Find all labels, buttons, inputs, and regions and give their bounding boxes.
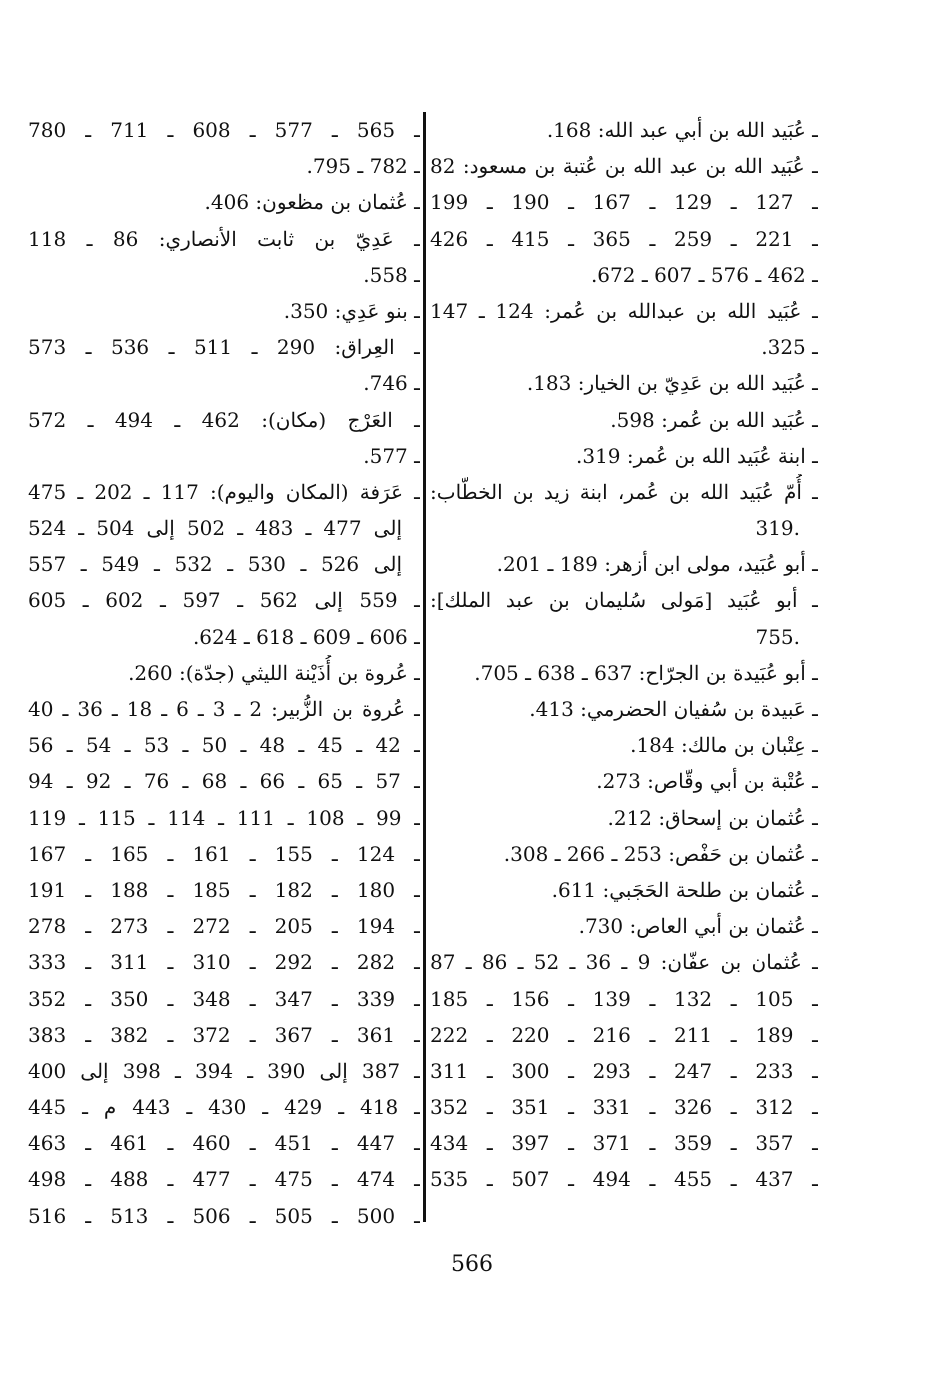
index-entry-line: ـ 746. (363, 371, 420, 396)
index-entry-line: ـ 312 ـ 326 ـ 331 ـ 351 ـ 352 (430, 1095, 818, 1120)
index-entry-line: ـ 105 ـ 132 ـ 139 ـ 156 ـ 185 (430, 986, 818, 1011)
index-entry-line: ـ عِتْبان بن مالك: 184. (630, 733, 818, 758)
index-entry-line: ـ أُمّ عُبَيد الله بن عُمر، ابنة زيد بن الخطّاب: (430, 479, 818, 504)
index-entry-line: ـ 577. (363, 443, 420, 468)
index-entry-line: ـ عُثمان بن أبي العاص: 730. (578, 914, 818, 939)
index-entry-line: ـ عُثمان بن طلحة الحَجَبي: 611. (551, 877, 818, 902)
index-entry-line: ـ 194 ـ 205 ـ 272 ـ 273 ـ 278 (28, 914, 420, 939)
index-entry-line: ـ عُروة بن الزُّبير: 2 ـ 3 ـ 6 ـ 18 ـ 36 ـ 40 (28, 697, 420, 721)
index-entry-line: ـ العَرْج (مكان): 462 ـ 494 ـ 572 (28, 407, 420, 432)
index-entry-line: ـ عَبيدة بن سُفيان الحضرمي: 413. (529, 697, 818, 721)
index-entry-line: ـ 189 ـ 211 ـ 216 ـ 220 ـ 222 (430, 1022, 818, 1047)
index-entry-line: ـ 500 ـ 505 ـ 506 ـ 513 ـ 516 (28, 1203, 420, 1228)
index-entry-line: ـ عُروة بن أُذَيْنة الليثي (جدّة): 260. (128, 660, 420, 685)
index-entry-line: ـ أبو عُبَيد، مولى ابن أزهر: 189 ـ 201. (496, 552, 818, 577)
index-entry-line: ـ عُبَيد الله بن عَدِيّ بن الخيار: 183. (526, 371, 818, 396)
left-index-column (28, 112, 420, 1234)
index-entry-line: ـ 558. (363, 262, 420, 287)
index-entry-line: ـ 221 ـ 259 ـ 365 ـ 415 ـ 426 (430, 226, 818, 251)
index-entry-line: ـ عُبَيد الله بن عبدالله بن عُمر: 124 ـ 147 (430, 298, 818, 323)
index-entry-line: ـ عُبَيد الله بن أبي عبد الله: 168. (546, 118, 818, 142)
index-entry-line: ـ 447 ـ 451 ـ 460 ـ 461 ـ 463 (28, 1131, 420, 1156)
index-entry-line: ـ 565 ـ 577 ـ 608 ـ 711 ـ 780 (28, 118, 420, 142)
index-entry-line: ـ 782 ـ 795. (306, 154, 420, 179)
index-entry-line: إلى 477 ـ 483 ـ 502 إلى 504 ـ 524 (28, 516, 403, 541)
index-entry-line: إلى 526 ـ 530 ـ 532 ـ 549 ـ 557 (28, 552, 403, 577)
index-entry-line: ـ 127 ـ 129 ـ 167 ـ 190 ـ 199 (430, 190, 818, 215)
index-entry-line: ـ عُثمان بن عفّان: 9 ـ 36 ـ 52 ـ 86 ـ 87 (430, 950, 818, 975)
index-entry-line: ـ 361 ـ 367 ـ 372 ـ 382 ـ 383 (28, 1022, 420, 1047)
index-entry-line: ـ 233 ـ 247 ـ 293 ـ 300 ـ 311 (430, 1058, 818, 1083)
index-entry-line: ـ 57 ـ 65 ـ 66 ـ 68 ـ 76 ـ 92 ـ 94 (28, 769, 420, 794)
index-entry-line: ـ 357 ـ 359 ـ 371 ـ 397 ـ 434 (430, 1131, 818, 1156)
page-number: 566 (451, 1252, 493, 1277)
index-entry-line: ـ 559 إلى 562 ـ 597 ـ 602 ـ 605 (28, 588, 420, 613)
index-entry-line: ـ عُبَيد الله بن عبد الله بن عُتبة بن مسعود: 82 (430, 154, 818, 179)
index-entry-line: ـ 99 ـ 108 ـ 111 ـ 114 ـ 115 ـ 119 (28, 805, 420, 830)
index-entry-line: ـ 339 ـ 347 ـ 348 ـ 350 ـ 352 (28, 986, 420, 1011)
index-entry-line: ـ 437 ـ 455 ـ 494 ـ 507 ـ 535 (430, 1167, 818, 1192)
index-entry-line: ـ 462 ـ 576 ـ 607 ـ 672. (590, 262, 818, 287)
index-entry-line: ـ 42 ـ 45 ـ 48 ـ 50 ـ 53 ـ 54 ـ 56 (28, 733, 420, 758)
index-entry-line: ـ 387 إلى 390 ـ 394 ـ 398 إلى 400 (28, 1058, 420, 1083)
index-entry-line: ـ 180 ـ 182 ـ 185 ـ 188 ـ 191 (28, 877, 420, 902)
index-entry-line: ـ عُبَيد الله بن عُمر: 598. (610, 407, 818, 432)
index-entry-line: ـ بنو عَدِي: 350. (283, 298, 420, 323)
index-entry-line: ـ 282 ـ 292 ـ 310 ـ 311 ـ 333 (28, 950, 420, 975)
index-entry-line: 755. (755, 624, 800, 649)
index-entry-line: ـ أبو عُبَيد [مَولى سُليمان بن عبد الملك]: (430, 588, 818, 613)
index-entry-line: ـ 124 ـ 155 ـ 161 ـ 165 ـ 167 (28, 841, 420, 866)
index-entry-line: ـ 325. (761, 335, 818, 360)
index-entry-line: ـ العِراق: 290 ـ 511 ـ 536 ـ 573 (28, 335, 420, 360)
index-entry-line: ـ عُثمان بن مظعون: 406. (204, 190, 420, 215)
index-entry-line: 319. (755, 516, 800, 541)
index-entry-line: ـ عُثمان بن إسحاق: 212. (607, 805, 818, 830)
index-entry-line: ـ عُثمان بن حَفْص: 253 ـ 266 ـ 308. (503, 841, 818, 866)
column-divider (423, 112, 426, 1222)
index-entry-line: ـ 606 ـ 609 ـ 618 ـ 624. (192, 624, 420, 649)
index-entry-line: ـ 418 ـ 429 ـ 430 ـ 443 م ـ 445 (28, 1095, 420, 1120)
right-index-column (430, 112, 818, 1198)
index-entry-line: ـ أبو عُبَيدة بن الجرّاح: 637 ـ 638 ـ 705. (474, 660, 818, 685)
index-entry-line: ـ عَدِيّ بن ثابت الأنصاري: 86 ـ 118 (28, 226, 420, 251)
index-entry-line: ـ عَرَفة (المكان واليوم): 117 ـ 202 ـ 475 (28, 479, 420, 504)
index-entry-line: ـ 474 ـ 475 ـ 477 ـ 488 ـ 498 (28, 1167, 420, 1192)
index-entry-line: ـ ابنة عُبَيد الله بن عُمر: 319. (576, 443, 818, 468)
index-entry-line: ـ عُتْبة بن أبي وقّاص: 273. (596, 769, 818, 794)
